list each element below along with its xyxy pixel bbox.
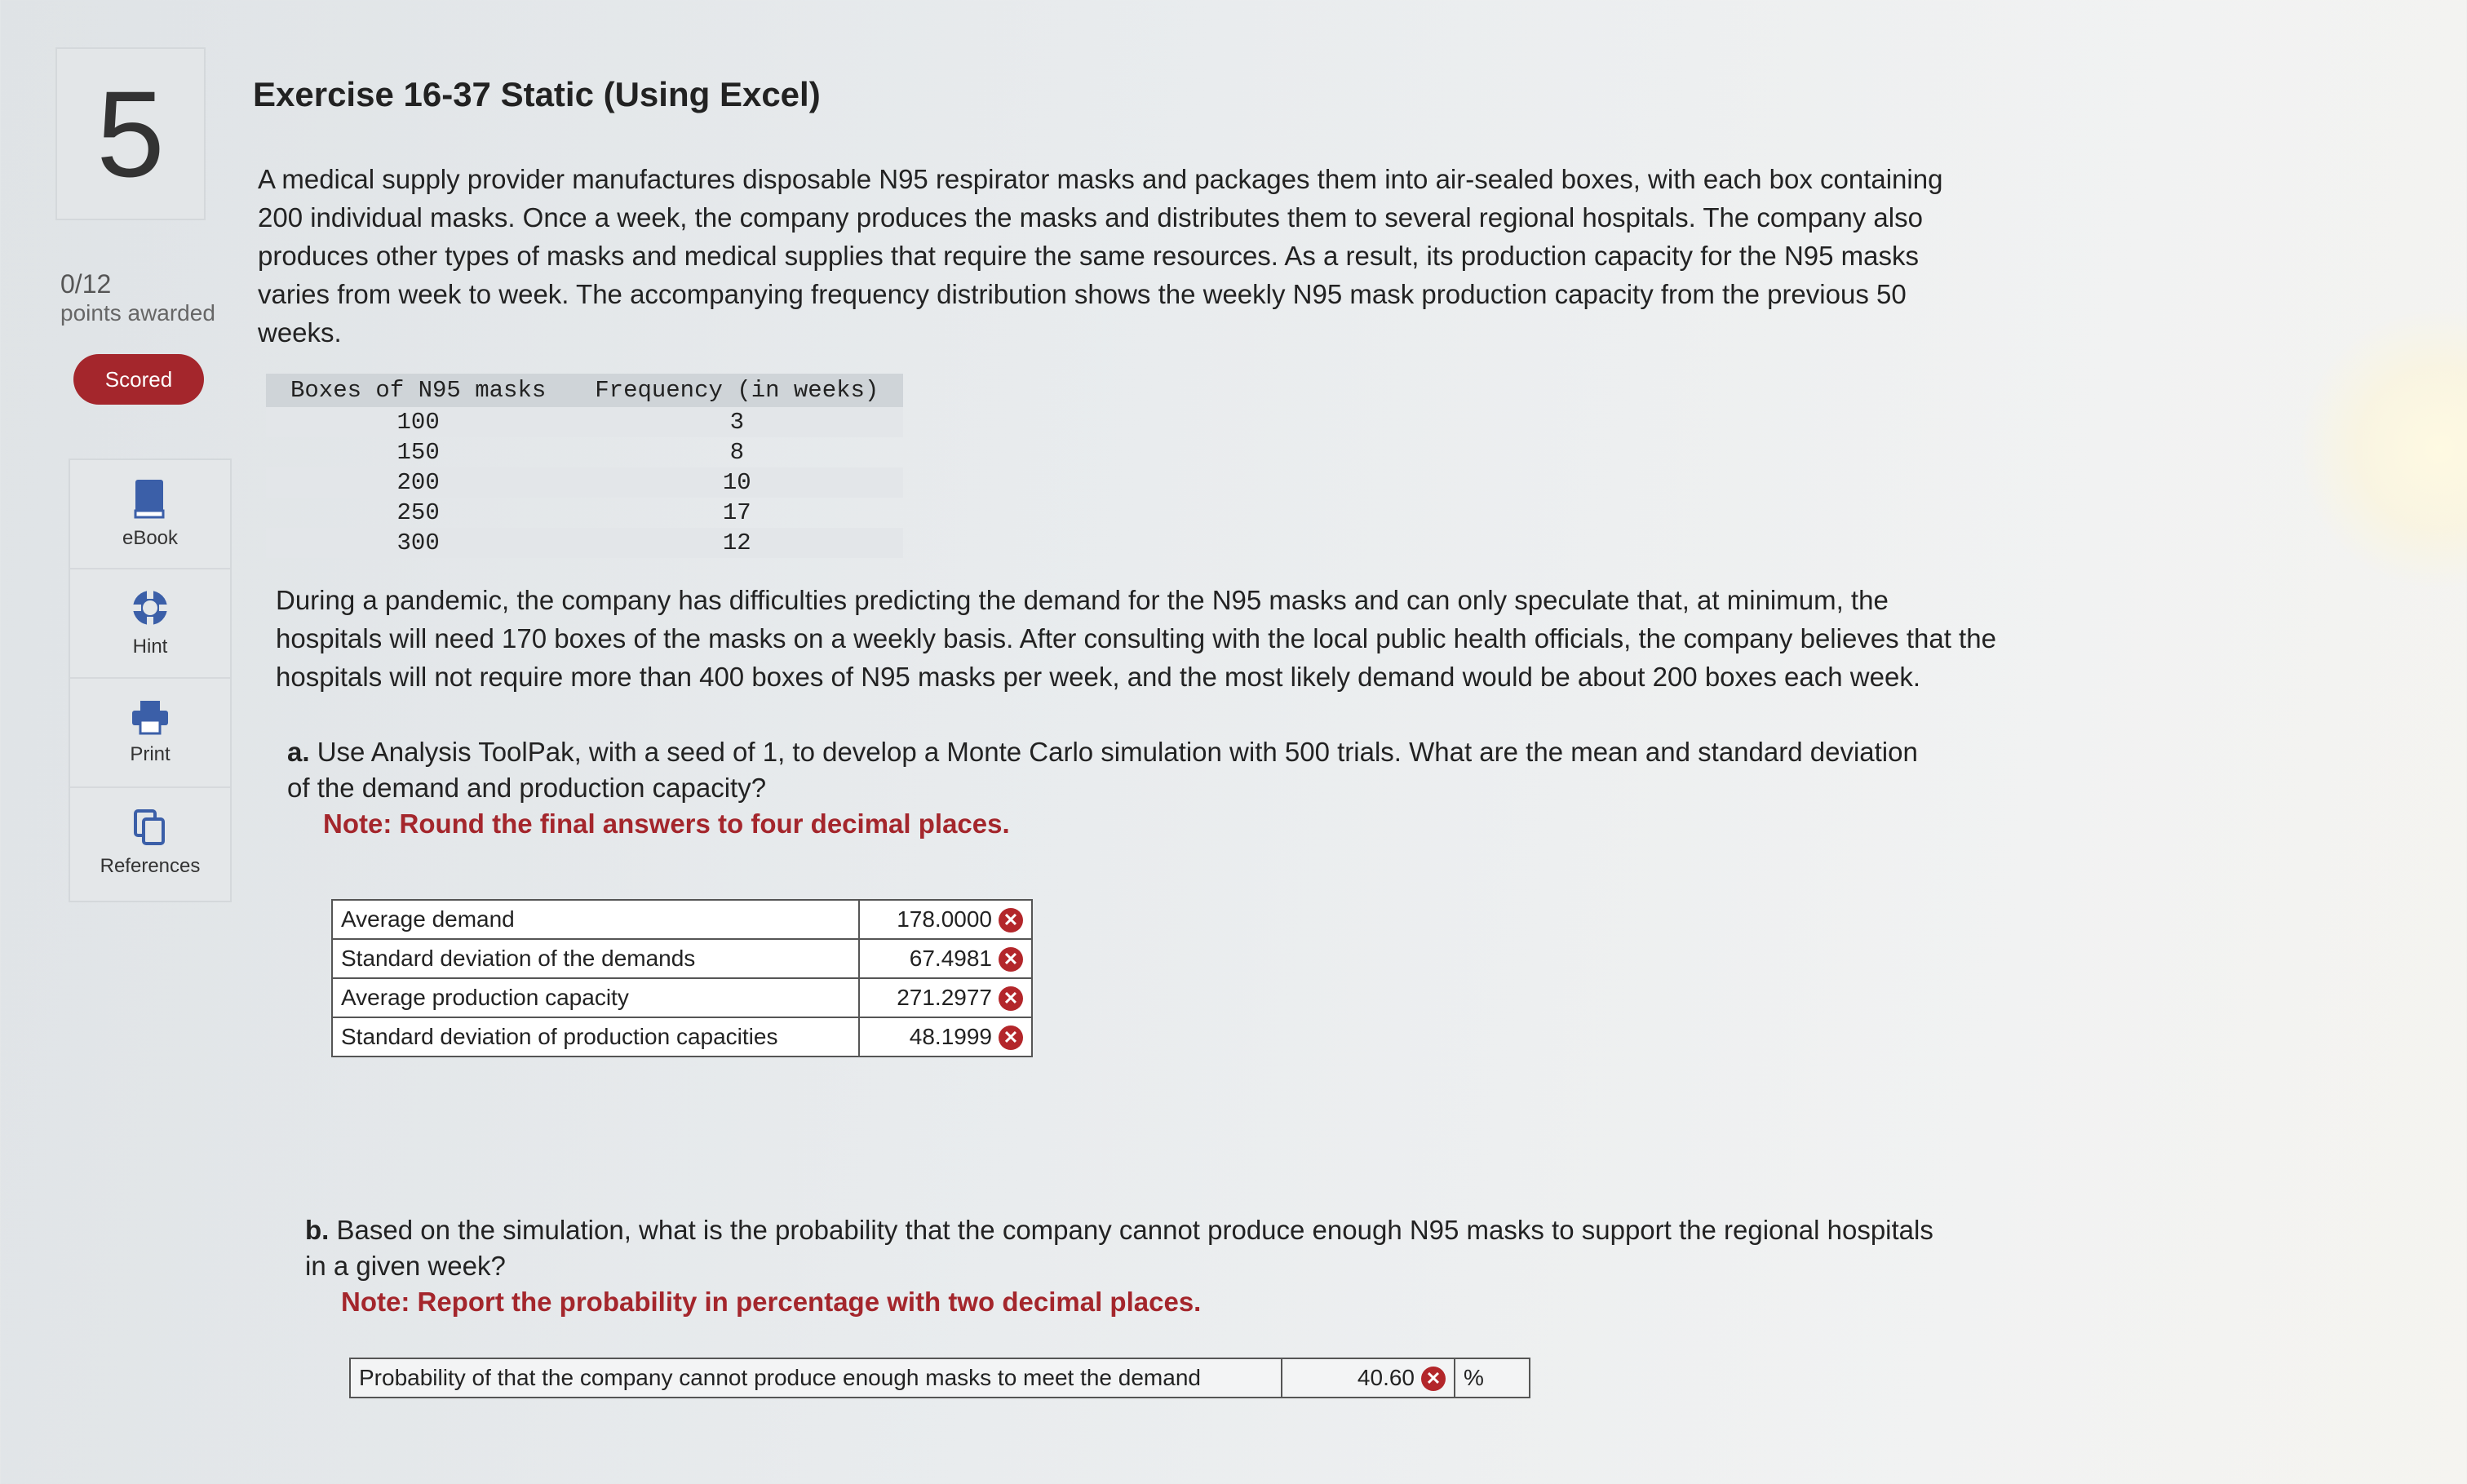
column-header: Frequency (in weeks) (570, 374, 903, 407)
ebook-button[interactable] (70, 460, 230, 569)
references-label: References (100, 855, 201, 877)
incorrect-icon: ✕ (999, 1026, 1023, 1050)
part-a-text: Use Analysis ToolPak, with a seed of 1, to develop a Monte Carlo simulation with 500 trials. What are the mean and standard deviation of the demand and production capacity? (287, 737, 1918, 803)
incorrect-icon: ✕ (999, 908, 1023, 932)
column-header: Boxes of N95 masks (266, 374, 570, 407)
answer-row (332, 1017, 1032, 1057)
hint-label: Hint (132, 636, 168, 658)
table-cell: 17 (722, 499, 751, 526)
table-cell: 200 (266, 467, 570, 498)
problem-intro: A medical supply provider manufactures disposable N95 respirator masks and packages them into air-sealed boxes, with each box containing 200 individual masks. Once a week, the company produces the masks and distributes them to several regional hospitals. The company also produces other types of masks and medical supplies that require the same resources. As a result, its production capacity for the N95 masks varies from week to week. The accompanying frequency distribution shows the weekly N95 mask production capacity from the previous 50 weeks. (258, 164, 1943, 348)
hint-button[interactable] (70, 569, 230, 679)
part-a-answer-table (331, 899, 1033, 1057)
part-a-note: Note: Round the final answers to four decimal places. (323, 808, 1010, 839)
answer-value: 271.2977 (897, 984, 992, 1010)
table-row (266, 528, 903, 558)
answer-label: Average production capacity (332, 978, 859, 1017)
table-cell: 100 (266, 407, 570, 437)
table-row (266, 467, 903, 498)
table-cell: 10 (570, 467, 903, 498)
answer-label: Standard deviation of the demands (332, 939, 859, 978)
lifebuoy-icon (131, 588, 170, 627)
answer-label: Probability of that the company cannot produce enough masks to meet the demand (350, 1358, 1282, 1398)
incorrect-icon: ✕ (999, 986, 1023, 1011)
answer-row (332, 939, 1032, 978)
tools-panel (69, 458, 232, 902)
part-a-question (287, 734, 1919, 842)
table-cell: 8 (729, 439, 744, 466)
table-cell: 250 (396, 499, 440, 526)
problem-context: During a pandemic, the company has difficulties predicting the demand for the N95 masks and can only speculate that, at minimum, the hospitals will need 170 boxes of the masks on a weekly basis. After consulting with the local public health officials, the company believes that the hospitals will not require more than 400 boxes of N95 masks per week, and the most likely demand would be about 200 boxes each week. (276, 585, 1996, 692)
answer-value: 67.4981 (909, 945, 992, 971)
answer-input[interactable] (859, 939, 1032, 978)
answer-value: 40.60 (1357, 1364, 1415, 1390)
answer-row (332, 900, 1032, 939)
frequency-table (266, 374, 903, 558)
table-cell: 300 (266, 528, 570, 558)
ebook-label: eBook (122, 527, 179, 549)
book-icon (134, 478, 166, 519)
part-b-note: Note: Report the probability in percentage with two decimal places. (341, 1287, 1202, 1317)
answer-value: 178.0000 (897, 906, 992, 932)
part-b-answer-table (349, 1358, 1530, 1398)
print-label: Print (130, 743, 171, 765)
incorrect-icon: ✕ (1421, 1367, 1446, 1391)
incorrect-icon: ✕ (999, 947, 1023, 972)
references-button[interactable] (70, 788, 230, 897)
table-cell: 12 (570, 528, 903, 558)
exercise-title: Exercise 16-37 Static (Using Excel) (253, 75, 821, 113)
part-b-prefix: b. (305, 1215, 330, 1245)
points-label: points awarded (60, 300, 215, 326)
table-row (266, 437, 903, 467)
question-number: 5 (55, 47, 206, 220)
percent-unit: % (1455, 1358, 1530, 1398)
answer-input[interactable] (859, 978, 1032, 1017)
answer-label: Standard deviation of production capacities (332, 1017, 859, 1057)
light-glare (2301, 310, 2467, 587)
table-cell: 3 (570, 407, 903, 437)
table-cell: 150 (396, 439, 440, 466)
table-row (266, 407, 903, 437)
part-a-prefix: a. (287, 737, 310, 767)
part-b-question (305, 1212, 1937, 1320)
print-button[interactable] (70, 679, 230, 788)
answer-value: 48.1999 (909, 1023, 992, 1049)
scored-button[interactable]: Scored (73, 354, 204, 405)
part-b-text: Based on the simulation, what is the probability that the company cannot produce enough N95 masks to support the regional hospitals in a given week? (305, 1215, 1933, 1281)
answer-input[interactable] (859, 900, 1032, 939)
table-row (266, 498, 903, 528)
answer-row (350, 1358, 1530, 1398)
printer-icon (131, 699, 170, 735)
probability-input[interactable] (1282, 1358, 1455, 1398)
copy-icon (132, 808, 168, 847)
points-score: 0/12 (60, 269, 112, 299)
table-header-row (266, 374, 903, 407)
answer-row (332, 978, 1032, 1017)
answer-input[interactable] (859, 1017, 1032, 1057)
answer-label: Average demand (332, 900, 859, 939)
